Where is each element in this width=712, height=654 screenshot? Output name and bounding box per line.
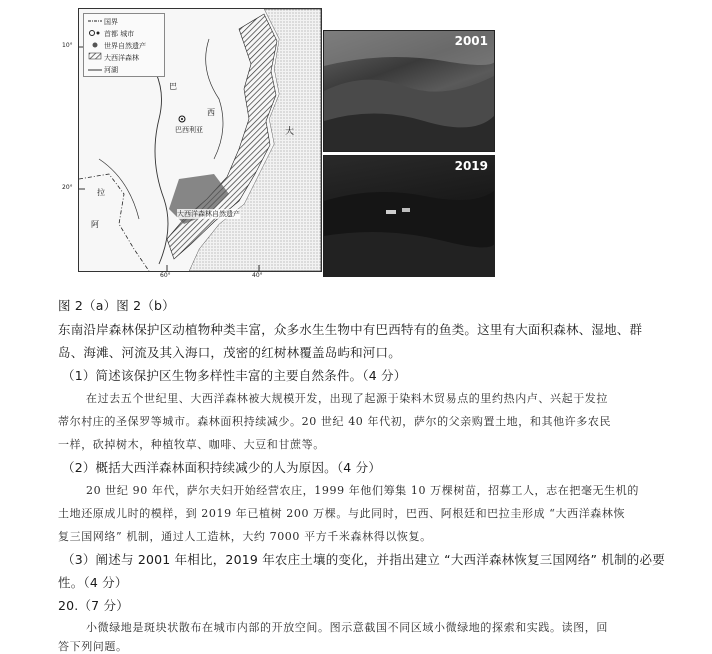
map-tick-lat-1: 10° — [62, 42, 73, 49]
legend-item-capital: 首都 城市 — [104, 30, 135, 38]
paragraph-2-line-3: 复三国网络” 机制，通过人工造林，大约 7000 平方千米森林得以恢复。 — [58, 530, 432, 543]
map-tick-lon-2: 40° — [252, 272, 263, 279]
intro-line-1: 东南沿岸森林保护区动植物种类丰富，众多水生生物中有巴西特有的鱼类。这里有大面积森林、湿地、群 — [58, 322, 643, 337]
figure-caption: 图 2（a）图 2（b） — [58, 298, 175, 313]
intro-line-2: 岛、海滩、河流及其入海口，茂密的红树林覆盖岛屿和河口。 — [58, 345, 401, 360]
photo-2019-scene — [324, 156, 494, 276]
paragraph-1-line-1: 在过去五个世纪里、大西洋森林被大规模开发，出现了起源于染料木贸易点的里约热内卢、兴起于发拉 — [86, 392, 608, 405]
paragraph-1-line-3: 一样，砍掉树木，种植牧草、咖啡、大豆和甘蔗等。 — [58, 438, 325, 451]
map-label-forest-heritage: 大西洋森林自然遗产 — [177, 210, 240, 218]
question-3-line-1: （3）阐述与 2001 年相比，2019 年农庄土壤的变化，并指出建立 “大西洋森林恢复三国网络” 机制的必要 — [62, 552, 665, 567]
legend-item-river: 河湖 — [104, 66, 118, 74]
legend-symbols — [87, 16, 103, 76]
legend-item-heritage: 世界自然遗产 — [104, 42, 146, 50]
legend-item-border: 国界 — [104, 18, 118, 26]
photo-year-label: 2001 — [454, 34, 488, 48]
photo-2001 — [323, 30, 495, 152]
paragraph-3-line-1: 小微绿地是斑块状散布在城市内部的开放空间。图示意截国不同区域小微绿地的探索和实践。读图，回 — [86, 621, 608, 634]
map-label-left-1: 拉 — [97, 188, 105, 197]
paragraph-2-line-1: 20 世纪 90 年代，萨尔夫妇开始经营农庄，1999 年他们筹集 10 万棵树苗，招募工人，志在把毫无生机的 — [86, 484, 639, 497]
map-label-ocean: 大 — [285, 127, 295, 137]
question-1: （1）简述该保护区生物多样性丰富的主要自然条件。（4 分） — [62, 368, 407, 383]
photo-2019 — [323, 155, 495, 277]
brazil-map — [78, 8, 322, 272]
map-label-brazil-1: 巴 — [169, 82, 177, 91]
paragraph-2-line-2: 土地还原成儿时的模样，到 2019 年已植树 200 万棵。与此同时，巴西、阿根廷和巴拉圭形成 “大西洋森林恢 — [58, 507, 626, 520]
map-label-left-2: 阿 — [91, 220, 99, 229]
photo-year-label: 2019 — [454, 159, 488, 173]
photo-2001-scene — [324, 31, 494, 151]
question-20-heading: 20.（7 分） — [58, 598, 129, 613]
paragraph-1-line-2: 蒂尔村庄的圣保罗等城市。森林面积持续减少。20 世纪 40 年代初，萨尔的父亲购置土地，和其他许多农民 — [58, 415, 612, 428]
map-tick-lat-2: 20° — [62, 184, 73, 191]
map-label-capital: 巴西利亚 — [175, 126, 203, 134]
question-3-line-2: 性。（4 分） — [58, 575, 128, 590]
map-legend — [83, 13, 165, 77]
question-2: （2）概括大西洋森林面积持续减少的人为原因。（4 分） — [62, 460, 382, 475]
map-tick-lon-1: 60° — [160, 272, 171, 279]
legend-item-forest: 大西洋森林 — [104, 54, 139, 62]
paragraph-3-line-2: 答下列问题。 — [58, 640, 128, 653]
map-label-brazil-2: 西 — [207, 108, 215, 117]
